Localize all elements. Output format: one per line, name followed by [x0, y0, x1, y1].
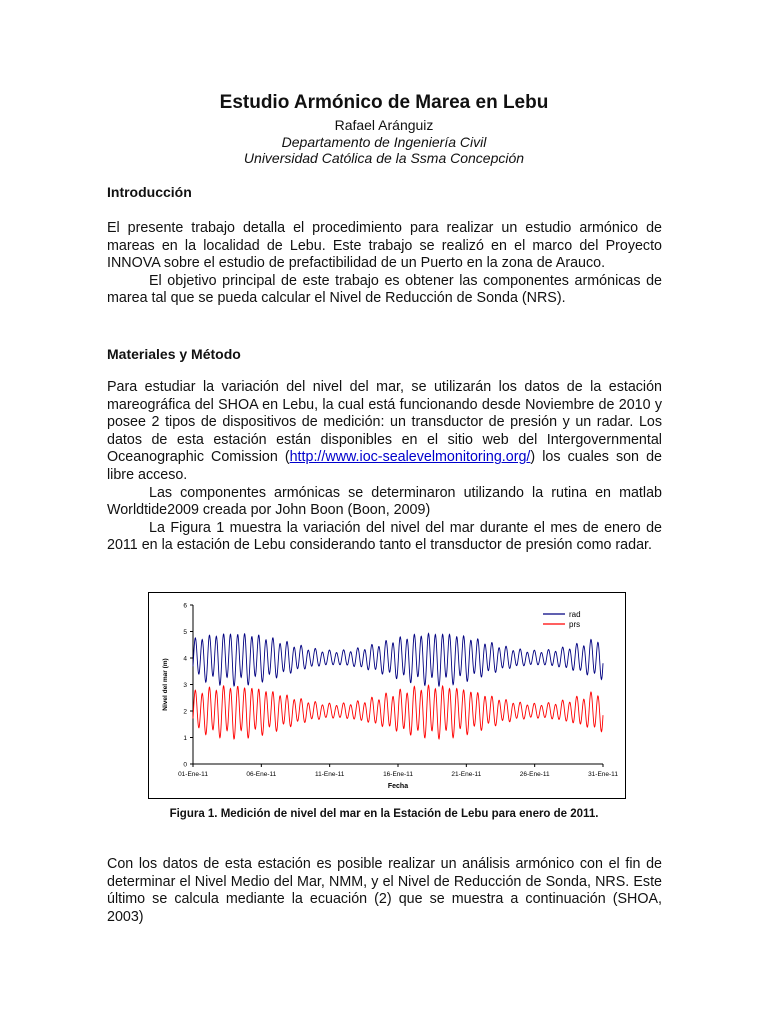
intro-paragraph-1: El presente trabajo detalla el procedimiento para realizar un estudio armónico de mareas en la localidad de Lebu. Este trabajo se realizó en el marco del Proyecto INNOVA sobre el estudio de prefactibilidad de un Puerto en la zona de Arauco.	[107, 220, 662, 272]
y-tick-label: 1	[183, 735, 187, 742]
x-tick-label: 31-Ene-11	[588, 771, 618, 778]
closing-paragraph: Con los datos de esta estación es posible realizar un análisis armónico con el fin de determinar el Nivel Medio del Mar, NMM, y el Nivel de Reducción de Sonda, NRS. Este último se calcula mediante la ecuación (2) que se muestra a continuación (SHOA, 2003)	[107, 856, 662, 925]
sea-level-chart	[149, 593, 625, 798]
series-line-rad	[193, 633, 603, 686]
methods-paragraph-3: La Figura 1 muestra la variación del nivel del mar durante el mes de enero de 2011 en la estación de Lebu considerando tanto el transductor de presión como radar.	[107, 519, 662, 554]
figure-1-chart	[148, 592, 626, 799]
methods-paragraph-1	[107, 379, 662, 485]
legend-label-rad: rad	[569, 610, 581, 619]
author-university: Universidad Católica de la Ssma Concepción	[243, 150, 525, 166]
y-tick-label: 6	[183, 602, 187, 610]
methods-section	[107, 379, 662, 555]
y-axis-label: Nivel del mar (m)	[162, 658, 169, 711]
methods-p1-text: Para estudiar la variación del nivel del mar, se utilizarán los datos de la estación mareográfica del SHOA en Lebu, la cual está funcionando desde Noviembre de 2010 y posee 2 tipos de dispositivos de medición: un transductor de presión y un radar. Los datos de esta estación están disponibles en el sitio web del Intergovernmental Oceanographic Comission (	[107, 379, 662, 466]
ioc-website-link[interactable]: http://www.ioc-sealevelmonitoring.org/	[289, 449, 531, 466]
series-line-prs	[193, 685, 603, 739]
methods-paragraph-2: Las componentes armónicas se determinaron utilizando la rutina en matlab Worldtide2009 creada por John Boon (Boon, 2009)	[107, 484, 662, 519]
x-tick-label: 16-Ene-11	[383, 771, 413, 778]
closing-section	[107, 856, 662, 926]
paper-title: Estudio Armónico de Marea en Lebu	[219, 92, 549, 113]
methods-heading: Materiales y Método	[107, 346, 241, 362]
y-tick-label: 0	[183, 761, 187, 769]
legend-label-prs: prs	[569, 620, 581, 629]
figure-caption: Figura 1. Medición de nivel del mar en la Estación de Lebu para enero de 2011.	[169, 808, 599, 820]
x-tick-label: 01-Ene-11	[178, 771, 208, 778]
y-tick-label: 3	[183, 682, 187, 689]
y-tick-label: 5	[183, 629, 187, 636]
y-tick-label: 4	[183, 655, 187, 663]
x-tick-label: 11-Ene-11	[314, 771, 345, 778]
x-tick-label: 06-Ene-11	[246, 771, 277, 778]
author-department: Departamento de Ingeniería Civil	[281, 134, 487, 150]
x-axis-label: Fecha	[387, 783, 409, 790]
intro-section	[107, 220, 662, 308]
intro-paragraph-2: El objetivo principal de este trabajo es obtener las componentes armónicas de marea tal que se pueda calcular el Nivel de Reducción de Sonda (NRS).	[107, 272, 662, 307]
methods-p1-tail: ) los cuales son de libre acceso.	[107, 449, 662, 483]
x-tick-label: 26-Ene-11	[519, 771, 550, 778]
x-tick-label: 21-Ene-11	[451, 771, 482, 778]
intro-heading: Introducción	[107, 184, 192, 200]
y-tick-label: 2	[183, 708, 187, 716]
author-name: Rafael Aránguiz	[334, 117, 434, 133]
